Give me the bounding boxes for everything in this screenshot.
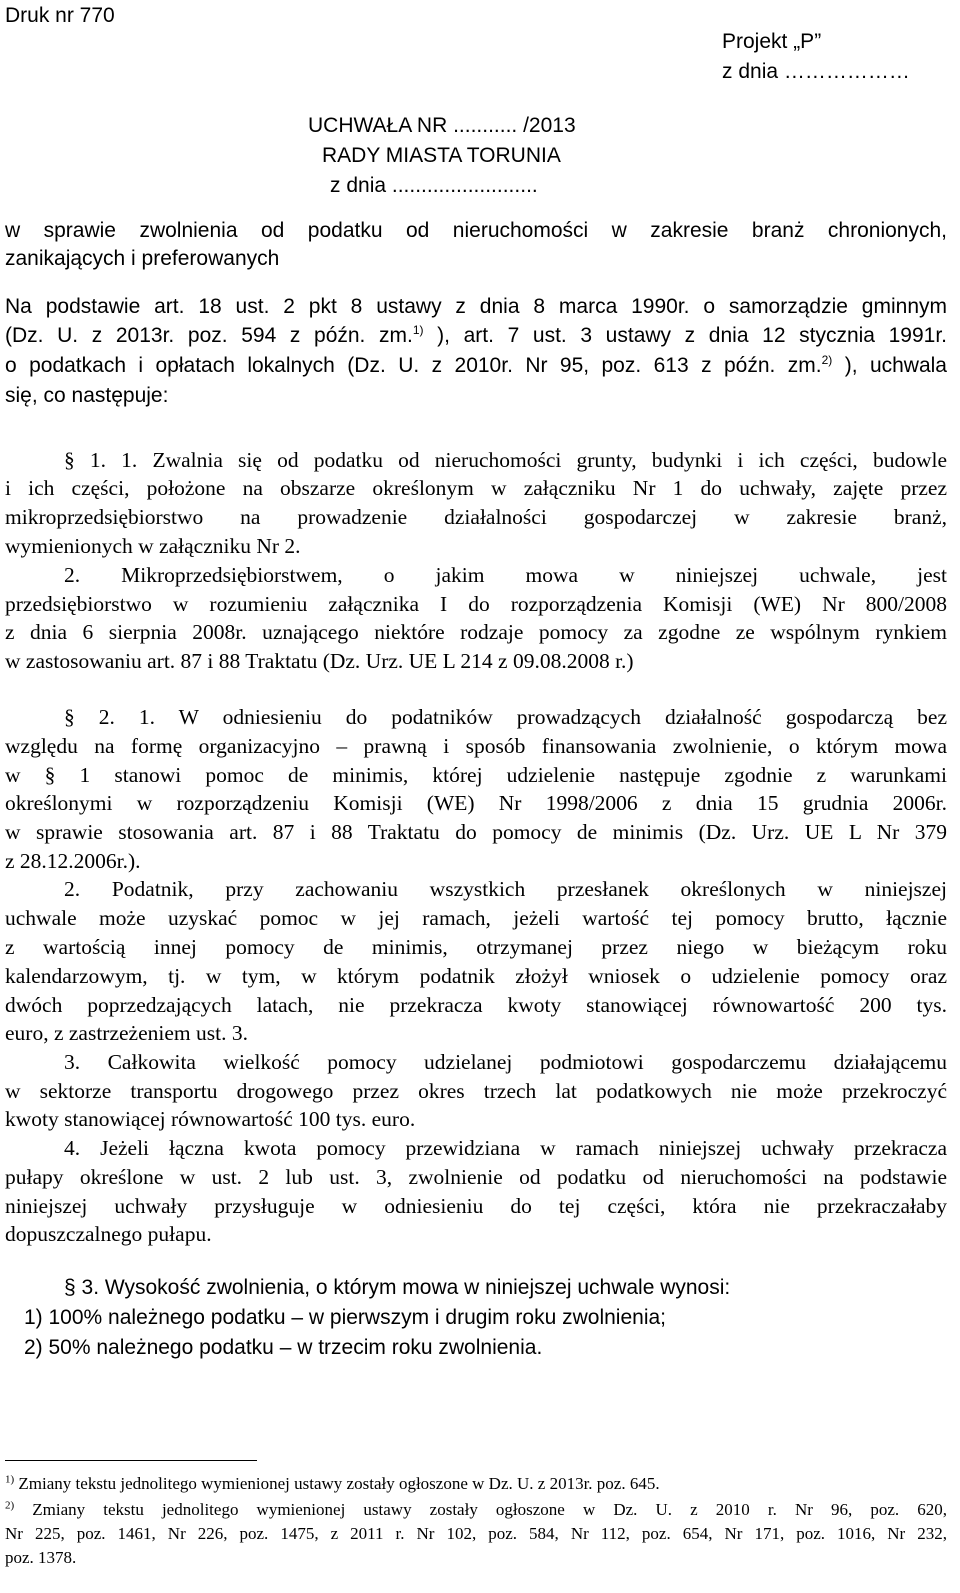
legal-basis-line-4: się, co następuje: xyxy=(5,384,169,407)
s1-line-7: z dnia 6 sierpnia 2008r. uznającego niektóre rodzaje pomocy za zgodne ze wspólnym rynkiem xyxy=(5,620,947,644)
s2-line-7: 2. Podatnik, przy zachowaniu wszystkich przesłanek określonych w niniejszej xyxy=(64,877,947,901)
legal-basis-line-1: Na podstawie art. 18 ust. 2 pkt 8 ustawy z dnia 8 marca 1990r. o samorządzie gminnym xyxy=(5,295,947,318)
subject-line-2: zanikających i preferowanych xyxy=(5,247,280,270)
footnote-separator xyxy=(5,1460,257,1461)
print-number: Druk nr 770 xyxy=(5,4,115,27)
s1-line-5: 2. Mikroprzedsiębiorstwem, o jakim mowa w niniejszej uchwale, jest xyxy=(64,563,947,587)
s2-line-18: niniejszej uchwały przysługuje w odniesieniu do tej części, która nie przekraczałaby xyxy=(5,1194,947,1218)
s1-line-1: § 1. 1. Zwalnia się od podatku od nieruchomości grunty, budynki i ich części, budowle xyxy=(64,448,947,472)
s2-line-8: uchwale może uzyskać pomoc w jej ramach, jeżeli wartość tej pomocy brutto, łącznie xyxy=(5,906,947,930)
footnote-2-line-1: $^{2)}$ Zmiany tekstu jednolitego wymienionej ustawy zostały ogłoszone w Dz. U. z 2010 r. Nr 96, poz. 620, xyxy=(5,1499,947,1519)
subject-line-1: w sprawie zwolnienia od podatku od nieruchomości w zakresie branż chronionych, xyxy=(5,219,947,242)
s2-line-17: pułapy określone w ust. 2 lub ust. 3, zwolnienie od podatku od nieruchomości na podstawie xyxy=(5,1165,947,1189)
footnote-2-line-2: Nr 225, poz. 1461, Nr 226, poz. 1475, z 2011 r. Nr 102, poz. 584, Nr 112, poz. 654, Nr 171, poz. 1016, Nr 232, xyxy=(5,1524,947,1543)
s2-line-19: dopuszczalnego pułapu. xyxy=(5,1222,212,1246)
s1-line-8: w zastosowaniu art. 87 i 88 Traktatu (Dz. Urz. UE L 214 z 09.08.2008 r.) xyxy=(5,649,634,673)
s2-line-16: 4. Jeżeli łączna kwota pomocy przewidziana w ramach niniejszej uchwały przekracza xyxy=(64,1136,947,1160)
s3-item-1: 1) 100% należnego podatku – w pierwszym i drugim roku zwolnienia; xyxy=(24,1306,666,1329)
s2-line-13: 3. Całkowita wielkość pomocy udzielanej podmiotowi gospodarczemu działającemu xyxy=(64,1050,947,1074)
s1-line-3: mikroprzedsiębiorstwo na prowadzenie działalności gospodarczej w zakresie branż, xyxy=(5,505,947,529)
s2-line-9: z wartością innej pomocy de minimis, otrzymanej przez niego w bieżącym roku xyxy=(5,935,947,959)
s2-line-3: w § 1 stanowi pomoc de minimis, której udzielenie następuje zgodnie z warunkami xyxy=(5,763,947,787)
s2-line-11: dwóch poprzedzających latach, nie przekracza kwoty stanowiącej równowartość 200 tys. xyxy=(5,993,947,1017)
s2-line-14: w sektorze transportu drogowego przez okres trzech lat podatkowych nie może przekroczyć xyxy=(5,1079,947,1103)
footnote-1: $^{1)}$ Zmiany tekstu jednolitego wymienionej ustawy zostały ogłoszone w Dz. U. z 2013r. poz. 645. xyxy=(5,1473,660,1493)
council-name: RADY MIASTA TORUNIA xyxy=(322,144,561,167)
s2-line-1: § 2. 1. W odniesieniu do podatników prowadzących działalność gospodarczą bez xyxy=(64,705,947,729)
s3-line-1: § 3. Wysokość zwolnienia, o którym mowa w niniejszej uchwale wynosi: xyxy=(64,1276,731,1299)
s1-line-6: przedsiębiorstwo w rozumieniu załącznika I do rozporządzenia Komisji (WE) Nr 800/2008 xyxy=(5,592,947,616)
s2-line-6: z 28.12.2006r.). xyxy=(5,849,141,873)
s2-line-10: kalendarzowym, tj. w tym, w którym podatnik złożył wniosek o udzielenie pomocy oraz xyxy=(5,964,947,988)
s2-line-15: kwoty stanowiącej równowartość 100 tys. euro. xyxy=(5,1107,416,1131)
legal-basis-line-3: o podatkach i opłatach lokalnych (Dz. U. z 2010r. Nr 95, poz. 613 z późn. zm.$^{2)}$ ), uchwala xyxy=(5,353,947,377)
s2-line-4: określonymi w rozporządzeniu Komisji (WE) Nr 1998/2006 z dnia 15 grudnia 2006r. xyxy=(5,791,947,815)
s2-line-2: względu na formę organizacyjno – prawną i sposób finansowania zwolnienie, o którym mowa xyxy=(5,734,947,758)
s1-line-4: wymienionych w załączniku Nr 2. xyxy=(5,534,301,558)
s2-line-5: w sprawie stosowania art. 87 i 88 Traktatu do pomocy de minimis (Dz. Urz. UE L Nr 379 xyxy=(5,820,947,844)
project-label: Projekt „P” xyxy=(722,30,822,53)
resolution-number: UCHWAŁA NR ........... /2013 xyxy=(308,114,576,137)
s1-line-2: i ich części, położone na obszarze określonym w załączniku Nr 1 do uchwały, zajęte przez xyxy=(5,476,947,500)
s2-line-12: euro, z zastrzeżeniem ust. 3. xyxy=(5,1021,248,1045)
project-date: z dnia ……………… xyxy=(722,60,910,83)
footnote-2-line-3: poz. 1378. xyxy=(5,1548,77,1567)
s3-item-2: 2) 50% należnego podatku – w trzecim roku zwolnienia. xyxy=(24,1336,543,1359)
resolution-date: z dnia ......................... xyxy=(330,174,538,197)
legal-basis-line-2: (Dz. U. z 2013r. poz. 594 z późn. zm.$^{1)}$ ), art. 7 ust. 3 ustawy z dnia 12 stycznia 1991r. xyxy=(5,323,947,347)
